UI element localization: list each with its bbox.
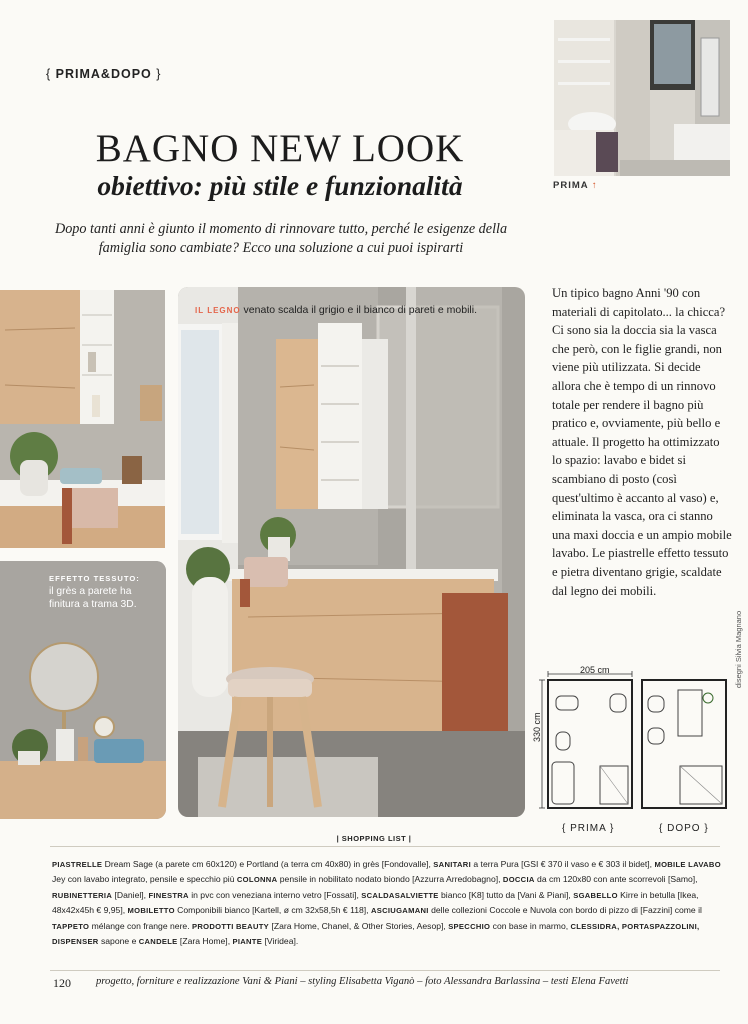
shopping-item-text: Jey con lavabo integrato, pensile e specchio più xyxy=(52,874,237,885)
shopping-list xyxy=(52,857,724,949)
shopping-item-text: a terra Pura [GSI € 370 il vaso e € 303 il bidet], xyxy=(471,859,655,869)
shopping-item-text: Kirre in betulla [Ikea, 48x42x45h € 9,95], xyxy=(52,889,699,916)
floorplan-width-label: 205 cm xyxy=(580,665,610,675)
title-main: BAGNO NEW LOOK xyxy=(95,127,465,170)
shopping-item-text: [Zara Home], xyxy=(177,936,233,947)
shopping-item-text: delle collezioni Coccole e Nuvola con bordo di pizzo di [Fazzini] come il xyxy=(428,905,702,916)
shopping-item-key: MOBILE LAVABO xyxy=(654,860,721,869)
shopping-item-text: sapone e xyxy=(98,936,139,947)
before-label: PRIMA xyxy=(553,180,589,191)
floorplan-after-label: { DOPO } xyxy=(659,823,709,834)
shopping-item-key: MOBILETTO xyxy=(127,906,175,916)
shopping-item-key: PIANTE xyxy=(232,937,263,947)
shopping-item-text: Componibili bianco [Kartell, ø cm 32x58,5h € 118], xyxy=(174,905,371,916)
before-bathroom-image xyxy=(554,20,730,176)
floorplan-height-label: 330 cm xyxy=(532,712,542,742)
shopping-item-text: con base in marmo, xyxy=(490,920,571,931)
shopping-item-text: Dream Sage (a parete cm 60x120) e Portland (a terra cm 40x80) in grès [Fondovalle], xyxy=(102,859,434,869)
detail-photo-cabinet xyxy=(0,290,165,548)
shopping-item-key: ASCIUGAMANI xyxy=(370,906,429,916)
shopping-item-text: da cm 120x80 con ante scorrevoli [Samo], xyxy=(534,874,698,885)
shopping-item-key: SGABELLO xyxy=(573,890,618,900)
shopping-item-key: SPECCHIO xyxy=(448,921,491,931)
cabinet-detail-image xyxy=(0,290,165,548)
renovated-bathroom-image xyxy=(178,287,525,817)
caption-wood-highlight: IL LEGNO xyxy=(195,306,241,315)
floorplan-after xyxy=(642,680,726,808)
footer-divider xyxy=(50,970,720,971)
section-tag xyxy=(46,67,161,81)
before-photo xyxy=(554,20,730,176)
shopping-item-text: [Zara Home, Chanel, & Other Stories, Aesop], xyxy=(269,920,449,931)
shopping-item-key: FINESTRA xyxy=(148,890,189,900)
footer-credits: progetto, forniture e realizzazione Vani & Piani – styling Elisabetta Viganò – foto Alessandra Barlassina – testi Elena Favetti xyxy=(96,976,629,987)
title-subtitle: obiettivo: più stile e funzionalità xyxy=(97,170,463,201)
intro-paragraph: Dopo tanti anni è giunto il momento di rinnovare tutto, perché le esigenze della famiglia sono cambiate? Ecco una soluzione a cui puoi ispirarti xyxy=(54,221,508,256)
shopping-item-text: [Daniel], xyxy=(112,889,149,900)
shopping-item-text: mélange con frange nere. xyxy=(89,920,192,931)
before-photo-caption xyxy=(553,180,598,191)
article-body: Un tipico bagno Anni '90 con materiali di capitolato... la chicca? Ci sono sia la doccia sia la vasca che però, con le figlie grandi, non viene più utilizzata. Si decide allora che è tempo di un rinnovo totale per rendere il bagno più pratico e, ovviamente, più bello e attuale. Il progetto ha ottimizzato lo spazio: lavabo e bidet si scambiano di posto (così quest'ultimo è accanto al vaso) e, eliminata la vasca, ora ci stanno una maxi doccia e un ampio mobile lavabo. Le piastrelle effetto tessuto e pietra diventano grigie, scaldate dal legno dei mobili. xyxy=(552,286,732,598)
floorplan-drawing xyxy=(530,668,735,818)
shopping-item-key: RUBINETTERIA xyxy=(52,890,113,900)
caption-effect-text: il grès a parete ha finitura a trama 3D. xyxy=(49,586,137,610)
section-tag-label: PRIMA&DOPO xyxy=(55,67,152,81)
shopping-item-text: bianco [K8] tutto da [Vani & Piani], xyxy=(438,889,574,900)
shopping-item-text: [Viridea]. xyxy=(262,936,299,947)
caption-effect-highlight: EFFETTO TESSUTO: xyxy=(49,574,140,583)
shopping-item-key: PIASTRELLE xyxy=(52,860,103,869)
shopping-item-key: COLONNA xyxy=(236,875,278,885)
arrow-up-icon: ↑ xyxy=(591,180,598,191)
shopping-item-key: SANITARI xyxy=(433,860,471,869)
floorplan-before-label: { PRIMA } xyxy=(562,823,615,834)
caption-wood xyxy=(195,304,477,316)
shopping-list-header: | SHOPPING LIST | xyxy=(336,834,412,843)
drawing-credit-text: disegni Silvia Magnano xyxy=(734,610,743,688)
page-number: 120 xyxy=(53,976,71,990)
shopping-item-text: pensile in nobilitato nodato biondo [Azzurra Arredobagno], xyxy=(277,874,503,885)
shopping-item-key: CANDELE xyxy=(138,937,178,947)
shopping-item-key: DOCCIA xyxy=(502,875,535,885)
shopping-item-key: SCALDASALVIETTE xyxy=(361,890,439,900)
shopping-item-key: PRODOTTI BEAUTY xyxy=(191,921,270,931)
shopping-item-key: CLESSIDRA, PORTASPAZZOLINI, DISPENSER xyxy=(52,921,700,947)
shopping-item-text: in pvc con veneziana interno vetro [Fossati], xyxy=(188,889,362,900)
caption-effect xyxy=(49,572,159,611)
caption-wood-text: venato scalda il grigio e il bianco di pareti e mobili. xyxy=(240,304,478,316)
drawing-credit xyxy=(734,588,744,688)
main-photo xyxy=(178,287,525,817)
floorplan-before xyxy=(548,680,632,808)
shopping-divider xyxy=(50,846,720,847)
shopping-item-key: TAPPETO xyxy=(52,921,90,931)
section-tag-close: } xyxy=(151,67,162,81)
section-tag-open: { xyxy=(46,67,56,81)
article-title xyxy=(30,128,530,201)
